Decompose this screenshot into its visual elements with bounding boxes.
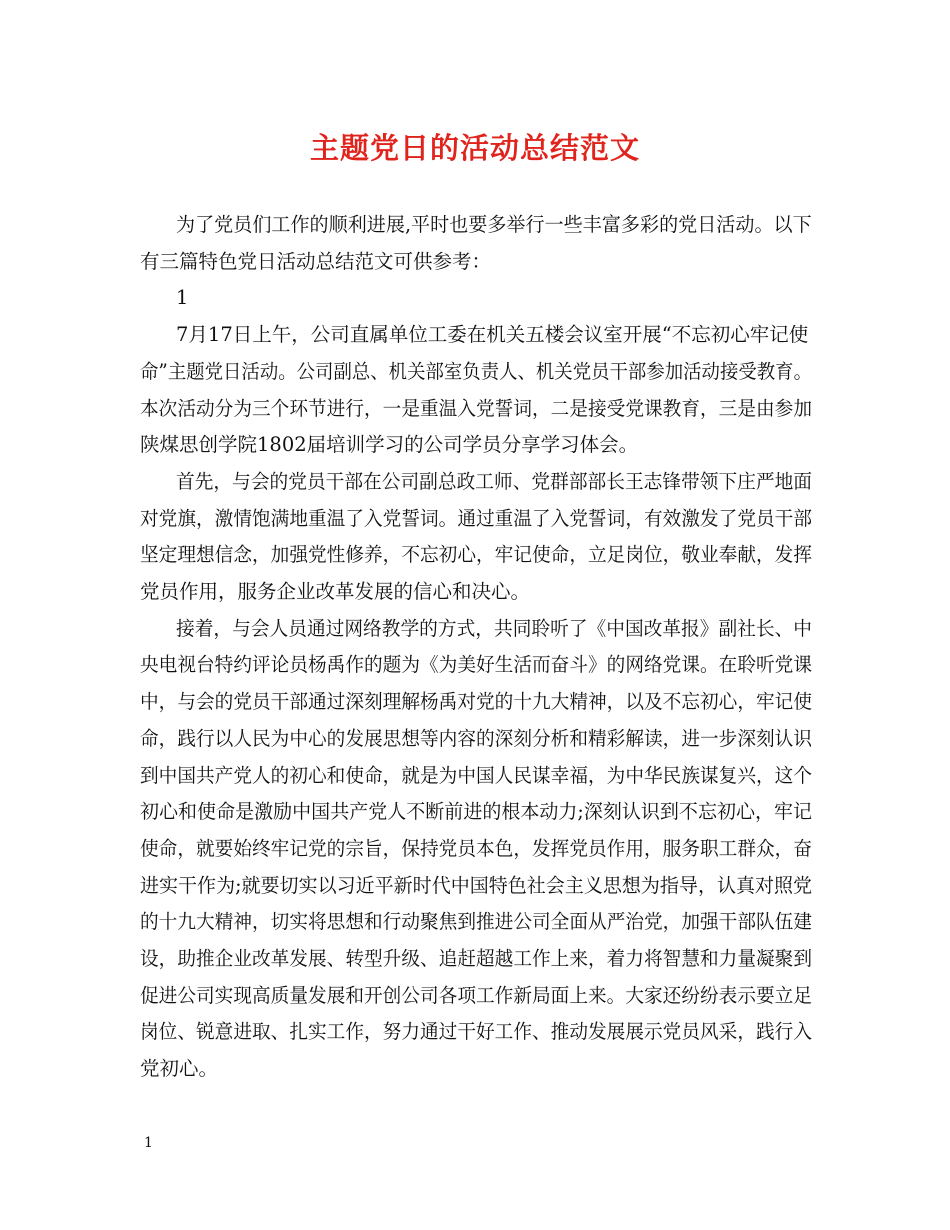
body-line: 为了党员们工作的顺利进展,平时也要多举行一些丰富多彩的党日活动。以下 <box>176 213 812 236</box>
body-line: 陕煤思创学院1802届培训学习的公司学员分享学习体会。 <box>140 433 639 457</box>
body-line: 本次活动分为三个环节进行，一是重温入党誓词，二是接受党课教育，三是由参加 <box>140 396 813 420</box>
body-line: 中，与会的党员干部通过深刻理解杨禹对党的十九大精神，以及不忘初心，牢记使 <box>140 690 813 714</box>
body-line: 初心和使命是激励中国共产党人不断前进的根本动力;深刻认识到不忘初心，牢记 <box>140 800 813 824</box>
body-line: 接着，与会人员通过网络教学的方式，共同聆听了《中国改革报》副社长、中 <box>176 616 813 640</box>
body-line: 党员作用，服务企业改革发展的信心和决心。 <box>140 580 531 603</box>
body-line: 央电视台特约评论员杨禹作的题为《为美好生活而奋斗》的网络党课。在聆听党课 <box>140 653 813 677</box>
body-line: 1 <box>176 286 189 310</box>
body-line: 使命，就要始终牢记党的宗旨，保持党员本色，发挥党员作用，服务职工群众，奋 <box>140 836 813 860</box>
body-line: 有三篇特色党日活动总结范文可供参考： <box>140 249 492 273</box>
body-line: 进实干作为;就要切实以习近平新时代中国特色社会主义思想为指导，认真对照党 <box>140 873 813 897</box>
body-line: 首先，与会的党员干部在公司副总政工师、党群部部长王志锋带领下庄严地面 <box>176 469 813 493</box>
body-line: 命”主题党日活动。公司副总、机关部室负责人、机关党员干部参加活动接受教育。 <box>140 359 812 383</box>
body-line: 促进公司实现高质量发展和开创公司各项工作新局面上来。大家还纷纷表示要立足 <box>140 983 813 1007</box>
body-line: 岗位、锐意进取、扎实工作，努力通过干好工作、推动发展展示党员风采，践行入 <box>140 1020 813 1044</box>
body-line: 设，助推企业改革发展、转型升级、追赶超越工作上来，着力将智慧和力量凝聚到 <box>140 947 813 970</box>
document-title: 主题党日的活动总结范文 <box>309 131 640 165</box>
body-line: 对党旗，激情饱满地重温了入党誓词。通过重温了入党誓词，有效激发了党员干部 <box>140 506 813 530</box>
body-line: 7月17日上午，公司直属单位工委在机关五楼会议室开展“不忘初心牢记使 <box>176 323 809 347</box>
body-line: 坚定理想信念，加强党性修养，不忘初心，牢记使命，立足岗位，敬业奉献，发挥 <box>140 543 813 567</box>
body-line: 党初心。 <box>140 1057 219 1081</box>
body-line: 到中国共产党人的初心和使命，就是为中国人民谋幸福，为中华民族谋复兴，这个 <box>140 763 813 787</box>
page-number: 1 <box>144 1135 153 1151</box>
body-line: 命，践行以人民为中心的发展思想等内容的深刻分析和精彩解读，进一步深刻认识 <box>140 726 813 750</box>
body-line: 的十九大精神，切实将思想和行动聚焦到推进公司全面从严治党，加强干部队伍建 <box>140 910 813 934</box>
